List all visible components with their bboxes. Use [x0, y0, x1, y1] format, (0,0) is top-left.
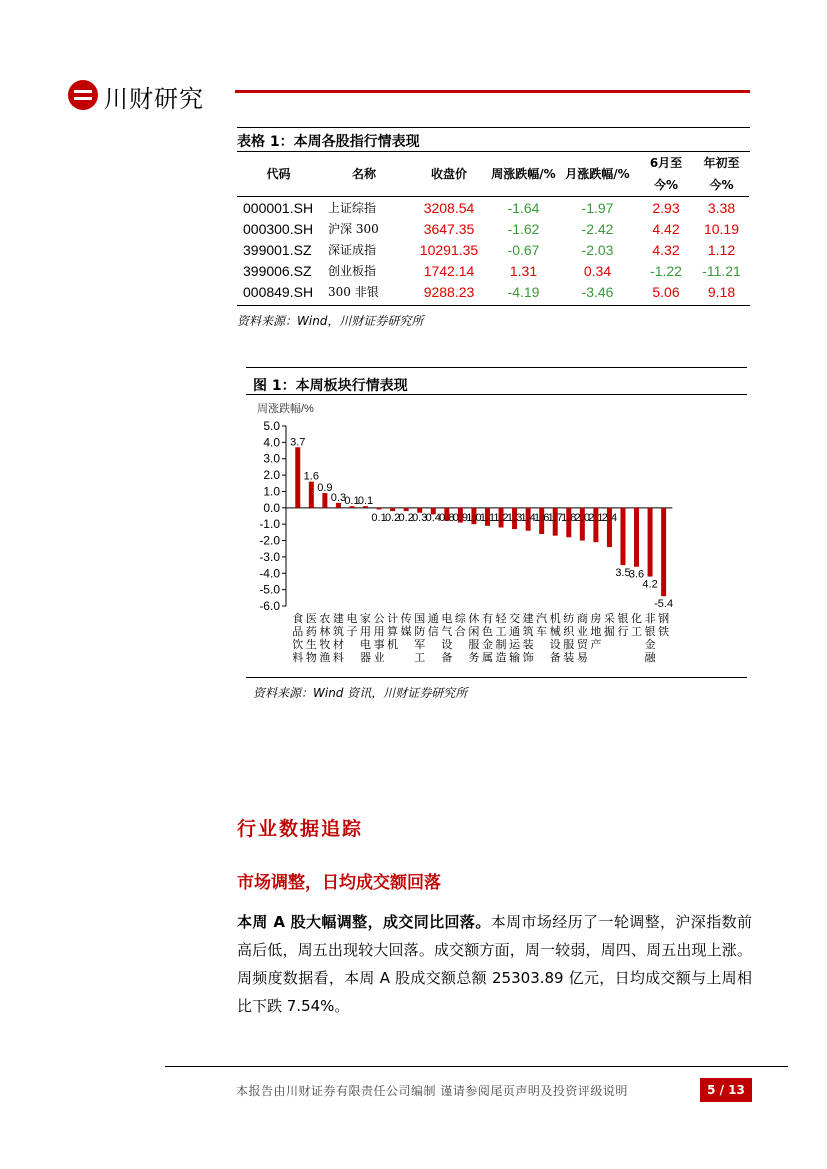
category-label-char: 建 — [522, 613, 534, 625]
category-label-char: 林 — [319, 626, 331, 638]
table-row — [237, 239, 749, 260]
y-tick-label: -2.0 — [259, 533, 280, 548]
category-label-char: 通 — [509, 626, 521, 638]
category-label-char: 地 — [590, 626, 602, 638]
chart-bar — [648, 508, 653, 577]
bar-data-label: 1.3 — [506, 511, 523, 524]
table-cell-ytd: 3.38 — [707, 199, 736, 216]
table-cell-name: 创业板指 — [328, 264, 377, 278]
category-label-char: 贸 — [576, 639, 588, 651]
table-cell-code: 399006.SZ — [243, 262, 312, 279]
category-label-char: 生 — [305, 639, 317, 651]
chart-bar — [377, 508, 382, 510]
bar-data-label: 0.1 — [371, 511, 387, 524]
table-row — [237, 218, 749, 239]
bar-data-label: 1.0 — [466, 511, 482, 524]
table-cell-month: -2.03 — [581, 241, 614, 258]
y-tick-label: 5.0 — [263, 419, 280, 433]
category-label-char: 属 — [481, 652, 493, 664]
category-label-char: 色 — [481, 626, 493, 638]
category-label-char: 品 — [292, 626, 304, 638]
category-label-char: 合 — [454, 626, 466, 638]
table-cell-close: 10291.35 — [419, 241, 479, 258]
category-label-char: 备 — [441, 652, 453, 664]
table-cell-jun: 5.06 — [652, 283, 680, 300]
category-label-char: 家 — [360, 613, 372, 625]
category-label-char: 军 — [414, 639, 426, 651]
category-label-char: 综 — [454, 613, 466, 625]
table-cell-ytd: 9.18 — [707, 283, 736, 300]
table-source: 资料来源：Wind，川财证券研究所 — [237, 314, 424, 328]
header-rule — [235, 90, 750, 93]
table-cell-code: 000300.SH — [243, 220, 314, 237]
table-row — [237, 260, 749, 281]
table-row — [237, 281, 749, 302]
chart-bar — [404, 508, 409, 511]
category-label-char: 化 — [631, 613, 643, 625]
bar-data-label: 4.2 — [642, 578, 658, 591]
table-cell-close: 3647.35 — [423, 220, 475, 237]
category-label-char: 媒 — [400, 626, 412, 638]
table-cell-close: 3208.54 — [423, 199, 475, 216]
table-cell-week: 1.31 — [509, 262, 538, 279]
table-cell-name: 沪深 300 — [328, 222, 379, 236]
chart-bar — [390, 508, 395, 511]
category-label-char: 银 — [617, 613, 629, 625]
chart-bar — [322, 493, 327, 508]
category-label-char: 有 — [481, 613, 493, 625]
category-label-char: 筑 — [522, 626, 534, 638]
category-label-char: 交 — [509, 613, 521, 625]
category-label-char: 物 — [305, 652, 317, 664]
table-title: 表格 1：本周各股指行情表现 — [237, 134, 420, 150]
figure-top-rule — [246, 367, 747, 368]
category-label-char: 工 — [631, 626, 643, 638]
table-cell-jun: 4.32 — [652, 241, 680, 258]
category-label-char: 易 — [576, 652, 588, 664]
bar-data-label: 0.3 — [330, 491, 347, 504]
section-heading: 行业数据追踪 — [237, 818, 364, 840]
col-header-ytd: 年初至今% — [703, 156, 740, 192]
bar-data-label: 0.1 — [344, 495, 360, 508]
category-label-char: 纺 — [563, 613, 575, 625]
category-label-char: 服 — [468, 639, 480, 651]
category-label-char: 电 — [346, 613, 358, 625]
table-cell-month: -2.42 — [581, 220, 614, 237]
table-cell-close: 9288.23 — [423, 283, 475, 300]
bar-data-label: 1.6 — [534, 511, 550, 524]
category-label-char: 传 — [400, 613, 412, 625]
category-label-char: 饰 — [522, 652, 534, 664]
category-label-char: 织 — [563, 626, 575, 638]
table-top-rule — [237, 127, 750, 128]
category-label-char: 造 — [495, 652, 507, 664]
category-label-char: 计 — [387, 613, 399, 625]
table-cell-week: -1.64 — [507, 199, 540, 216]
category-label-char: 业 — [576, 626, 588, 638]
category-label-char: 渔 — [319, 652, 331, 664]
y-axis-label: 周涨跌幅/% — [257, 403, 314, 415]
section-subheading: 市场调整，日均成交额回落 — [237, 873, 441, 893]
category-label-char: 料 — [292, 652, 304, 664]
category-label-char: 闲 — [468, 626, 480, 638]
y-tick-label: -1.0 — [259, 517, 280, 532]
y-tick-label: -5.0 — [259, 582, 280, 597]
y-tick-label: 1.0 — [263, 484, 280, 499]
category-label-char: 材 — [332, 639, 344, 651]
category-label-char: 器 — [360, 652, 372, 664]
category-label-char: 银 — [644, 626, 656, 638]
bar-data-label: 0.2 — [384, 511, 401, 524]
category-label-char: 机 — [387, 639, 399, 651]
figure-title-rule — [246, 394, 747, 395]
category-label-char: 用 — [373, 626, 385, 638]
table-cell-ytd: 10.19 — [703, 220, 740, 237]
table-cell-name: 深证成指 — [328, 243, 377, 257]
category-label-char: 国 — [414, 613, 426, 625]
bar-data-label: 1.7 — [547, 511, 563, 524]
table-cell-code: 000849.SH — [243, 283, 314, 300]
bar-data-label: 0.2 — [398, 511, 414, 524]
paragraph-body: 本周市场经历了一轮调整，沪深指数前高后低，周五出现较大回落。成交额方面，周一较弱，周四、周五出现上涨。周频度数据看，本周 A 股成交额总额 25303.89 亿元，日均成交额与上周相比下跌 7.54%。 — [237, 913, 752, 1015]
bar-data-label: 1.4 — [520, 511, 536, 524]
col-header-close: 收盘价 — [430, 167, 467, 181]
chart-bar — [634, 508, 639, 567]
category-label-char: 装 — [563, 652, 575, 664]
category-label-char: 非 — [644, 613, 656, 625]
category-label-char: 筑 — [332, 626, 344, 638]
bar-data-label: 0.8 — [439, 511, 455, 524]
category-label-char: 金 — [644, 639, 656, 651]
category-label-char: 子 — [346, 626, 358, 638]
table-cell-jun: -1.22 — [650, 262, 682, 279]
category-label-char: 融 — [644, 652, 656, 664]
chart-bar — [295, 447, 300, 508]
index-table — [237, 152, 749, 302]
table-cell-jun: 2.93 — [652, 199, 680, 216]
category-label-char: 算 — [387, 626, 399, 638]
bar-data-label: 0.9 — [317, 482, 333, 495]
category-label-char: 通 — [427, 613, 439, 625]
category-label-char: 用 — [360, 626, 372, 638]
sector-bar-chart — [246, 396, 747, 676]
paragraph-lead: 本周 A 股大幅调整，成交同比回落。 — [237, 913, 491, 931]
table-cell-close: 1742.14 — [423, 262, 475, 279]
table-cell-month: 0.34 — [583, 262, 612, 279]
table-cell-week: -4.19 — [507, 283, 540, 300]
category-label-char: 装 — [522, 639, 534, 651]
col-header-week: 周涨跌幅/% — [491, 167, 556, 181]
footer-rule — [165, 1066, 788, 1067]
category-label-char: 公 — [373, 613, 385, 625]
category-label-char: 服 — [563, 639, 575, 651]
table-cell-code: 000001.SH — [243, 199, 314, 216]
col-header-name: 名称 — [351, 167, 376, 181]
bar-data-label: 0.3 — [412, 511, 428, 524]
category-label-char: 工 — [495, 626, 507, 638]
bar-data-label: 1.2 — [493, 511, 509, 524]
category-label-char: 采 — [603, 613, 615, 625]
category-label-char: 建 — [332, 613, 344, 625]
category-label-char: 事 — [373, 639, 385, 651]
page-number: 5 / 13 — [700, 1078, 752, 1102]
category-label-char: 车 — [536, 626, 548, 638]
bar-data-label: 3.6 — [628, 568, 645, 581]
category-label-char: 设 — [441, 639, 453, 651]
bar-data-label: 1.1 — [479, 511, 496, 524]
figure-title: 图 1：本周板块行情表现 — [253, 378, 408, 394]
category-label-char: 医 — [305, 613, 317, 625]
category-label-char: 掘 — [603, 626, 615, 638]
category-label-char: 务 — [468, 652, 480, 664]
y-tick-label: -4.0 — [259, 566, 280, 581]
category-label-char: 制 — [495, 639, 507, 651]
bar-data-label: 1.6 — [303, 470, 319, 483]
y-tick-label: 3.0 — [263, 451, 280, 466]
chart-bar — [620, 508, 625, 565]
category-label-char: 料 — [332, 652, 344, 664]
chart-bar — [661, 508, 666, 596]
category-label-char: 药 — [305, 626, 317, 638]
footer-disclaimer: 本报告由川财证券有限责任公司编制 谨请参阅尾页声明及投资评级说明 — [236, 1084, 628, 1098]
table-cell-name: 上证综指 — [328, 201, 377, 215]
y-tick-label: -3.0 — [259, 549, 280, 564]
bar-data-label: 0.9 — [452, 511, 469, 524]
table-cell-month: -1.97 — [581, 199, 614, 216]
table-cell-jun: 4.42 — [652, 220, 680, 237]
category-label-char: 气 — [441, 626, 453, 638]
brand-logo-icon — [68, 80, 98, 110]
category-label-char: 产 — [590, 639, 602, 651]
category-label-char: 休 — [468, 613, 480, 625]
category-label-char: 钢 — [658, 613, 670, 625]
category-label-char: 电 — [360, 639, 372, 651]
table-bottom-rule — [237, 305, 750, 306]
table-cell-ytd: -11.21 — [702, 262, 741, 279]
table-cell-name: 300 非银 — [328, 285, 379, 299]
col-header-month: 月涨跌幅/% — [565, 167, 630, 181]
category-label-char: 牧 — [319, 639, 331, 651]
category-label-char: 防 — [414, 626, 426, 638]
table-cell-ytd: 1.12 — [707, 241, 736, 258]
category-label-char: 铁 — [658, 626, 670, 638]
bar-data-label: 3.7 — [290, 436, 306, 449]
bar-data-label: 0.1 — [357, 495, 374, 508]
bar-data-label: 3.5 — [615, 567, 631, 580]
figure-bottom-rule — [246, 677, 747, 678]
category-label-char: 设 — [549, 639, 561, 651]
category-label-char: 运 — [509, 639, 521, 651]
category-label-char: 工 — [414, 652, 426, 664]
category-label-char: 输 — [509, 652, 521, 664]
bar-data-label: 2.4 — [601, 511, 618, 524]
category-label-char: 汽 — [536, 613, 548, 625]
category-label-char: 轻 — [495, 613, 507, 625]
category-label-char: 农 — [319, 613, 331, 625]
bar-data-label: 2.0 — [574, 511, 590, 524]
category-label-char: 业 — [373, 652, 385, 664]
category-label-char: 饮 — [292, 639, 304, 651]
section-paragraph — [237, 908, 752, 1020]
chart-bar — [309, 482, 314, 508]
category-label-char: 房 — [590, 613, 602, 625]
table-cell-week: -0.67 — [507, 241, 540, 258]
category-label-char: 备 — [549, 652, 561, 664]
category-label-char: 行 — [617, 626, 629, 638]
table-cell-code: 399001.SZ — [243, 241, 312, 258]
y-tick-label: -6.0 — [259, 599, 280, 613]
col-header-jun: 6月至今% — [649, 156, 683, 192]
figure-source: 资料来源：Wind 资讯，川财证券研究所 — [253, 686, 468, 700]
bar-data-label: 1.8 — [561, 511, 577, 524]
table-cell-month: -3.46 — [581, 283, 614, 300]
category-label-char: 信 — [427, 626, 439, 638]
y-tick-label: 0.0 — [263, 500, 280, 515]
bar-data-label: 2.1 — [588, 511, 604, 524]
col-header-code: 代码 — [266, 167, 291, 181]
category-label-char: 电 — [441, 613, 453, 625]
category-label-char: 食 — [292, 613, 304, 625]
y-tick-label: 2.0 — [263, 468, 280, 483]
category-label-char: 机 — [549, 613, 561, 625]
brand-name: 川财研究 — [104, 85, 204, 113]
bar-data-label: 0.4 — [425, 511, 441, 524]
y-tick-label: 4.0 — [263, 435, 280, 450]
bar-data-label: -5.4 — [654, 598, 674, 611]
category-label-char: 械 — [549, 626, 561, 638]
table-row — [237, 197, 749, 219]
category-label-char: 金 — [481, 639, 493, 651]
category-label-char: 商 — [576, 613, 588, 625]
table-cell-week: -1.62 — [507, 220, 540, 237]
